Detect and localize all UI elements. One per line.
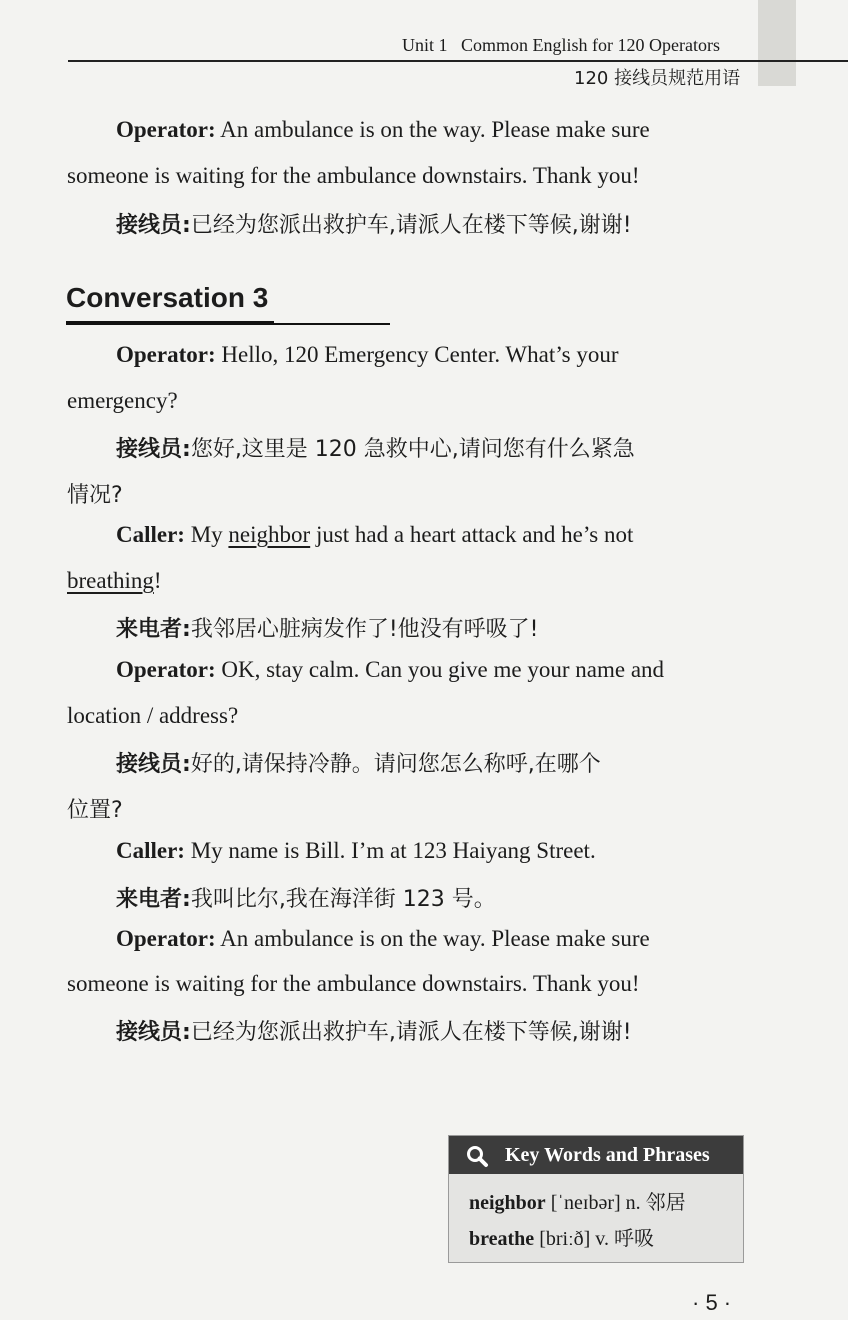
caller-line <box>116 838 596 864</box>
dialogue-text-cn: 已经为您派出救护车,请派人在楼下等候,谢谢! <box>190 213 632 238</box>
operator-line-cn <box>116 208 632 239</box>
dialogue-continuation-cn: 情况? <box>67 483 123 508</box>
title-underline-extension <box>274 323 390 325</box>
operator-line <box>116 926 650 952</box>
dialogue-text-cn: 好的,请保持冷静。请问您怎么称呼,在哪个 <box>190 752 601 777</box>
header-subtitle-cn: 120 接线员规范用语 <box>574 68 741 89</box>
dialogue-continuation: someone is waiting for the ambulance downstairs. Thank you! <box>67 163 640 188</box>
operator-line-cn <box>116 432 635 463</box>
dialogue-text: My <box>184 522 229 547</box>
speaker-label: Operator: <box>116 926 216 951</box>
dialogue-text-cn: 我叫比尔,我在海洋街 123 号。 <box>190 887 496 912</box>
speaker-label: Operator: <box>116 342 216 367</box>
header-rule <box>68 60 848 62</box>
section-title: Conversation 3 <box>66 282 269 313</box>
running-header <box>402 35 720 56</box>
magnifier-icon <box>465 1144 489 1168</box>
speaker-label-cn: 来电者: <box>116 887 191 912</box>
key-word-neighbor: neighbor <box>228 522 311 547</box>
speaker-label-cn: 接线员: <box>116 752 191 777</box>
dialogue-text-cn: 已经为您派出救护车,请派人在楼下等候,谢谢! <box>190 1020 632 1045</box>
caller-line <box>116 522 633 548</box>
page-number: · 5 · <box>692 1290 732 1315</box>
speaker-label-cn: 来电者: <box>116 617 191 642</box>
speaker-label-cn: 接线员: <box>116 437 191 462</box>
dialogue-text-cn: 您好,这里是 120 急救中心,请问您有什么紧急 <box>190 437 635 462</box>
key-words-title: Key Words and Phrases <box>505 1144 710 1166</box>
speaker-label: Operator: <box>116 117 216 142</box>
dialogue-text: just had a heart attack and he’s not <box>310 522 634 547</box>
dialogue-text: ! <box>153 568 162 593</box>
title-underline <box>66 321 274 325</box>
operator-line <box>116 117 650 143</box>
dialogue-text: An ambulance is on the way. Please make sure <box>215 926 650 951</box>
speaker-label: Caller: <box>116 838 185 863</box>
operator-line <box>116 342 618 368</box>
key-words-header <box>449 1136 743 1174</box>
dialogue-text: An ambulance is on the way. Please make sure <box>215 117 650 142</box>
dialogue-text: OK, stay calm. Can you give me your name and <box>215 657 665 682</box>
dialogue-text-cn: 我邻居心脏病发作了!他没有呼吸了! <box>190 617 539 642</box>
key-word-entry <box>469 1222 654 1251</box>
caller-line-cn <box>116 612 538 643</box>
operator-line <box>116 657 664 683</box>
speaker-label: Caller: <box>116 522 185 547</box>
key-word-breathing: breathing <box>67 568 154 593</box>
dialogue-continuation: someone is waiting for the ambulance downstairs. Thank you! <box>67 971 640 996</box>
caller-line-cn <box>116 882 496 913</box>
header-unit: Unit 1 <box>402 35 448 55</box>
entry-word: neighbor <box>469 1192 546 1214</box>
dialogue-continuation: location / address? <box>67 703 239 728</box>
key-words-box <box>448 1135 744 1263</box>
operator-line-cn <box>116 747 601 778</box>
entry-definition: [briːð] v. 呼吸 <box>534 1228 654 1250</box>
dialogue-continuation-cn: 位置? <box>67 798 123 823</box>
entry-definition: [ˈneɪbər] n. 邻居 <box>545 1192 686 1214</box>
entry-word: breathe <box>469 1228 535 1250</box>
key-word-entry <box>469 1186 686 1215</box>
speaker-label: Operator: <box>116 657 216 682</box>
page-edge-tab <box>758 0 796 86</box>
operator-line-cn <box>116 1015 632 1046</box>
dialogue-text: My name is Bill. I’m at 123 Haiyang Street. <box>184 838 596 863</box>
dialogue-text: Hello, 120 Emergency Center. What’s your <box>215 342 619 367</box>
dialogue-continuation: emergency? <box>67 388 178 413</box>
speaker-label-cn: 接线员: <box>116 213 191 238</box>
speaker-label-cn: 接线员: <box>116 1020 191 1045</box>
header-title: Common English for 120 Operators <box>461 35 720 55</box>
dialogue-continuation <box>67 568 162 594</box>
